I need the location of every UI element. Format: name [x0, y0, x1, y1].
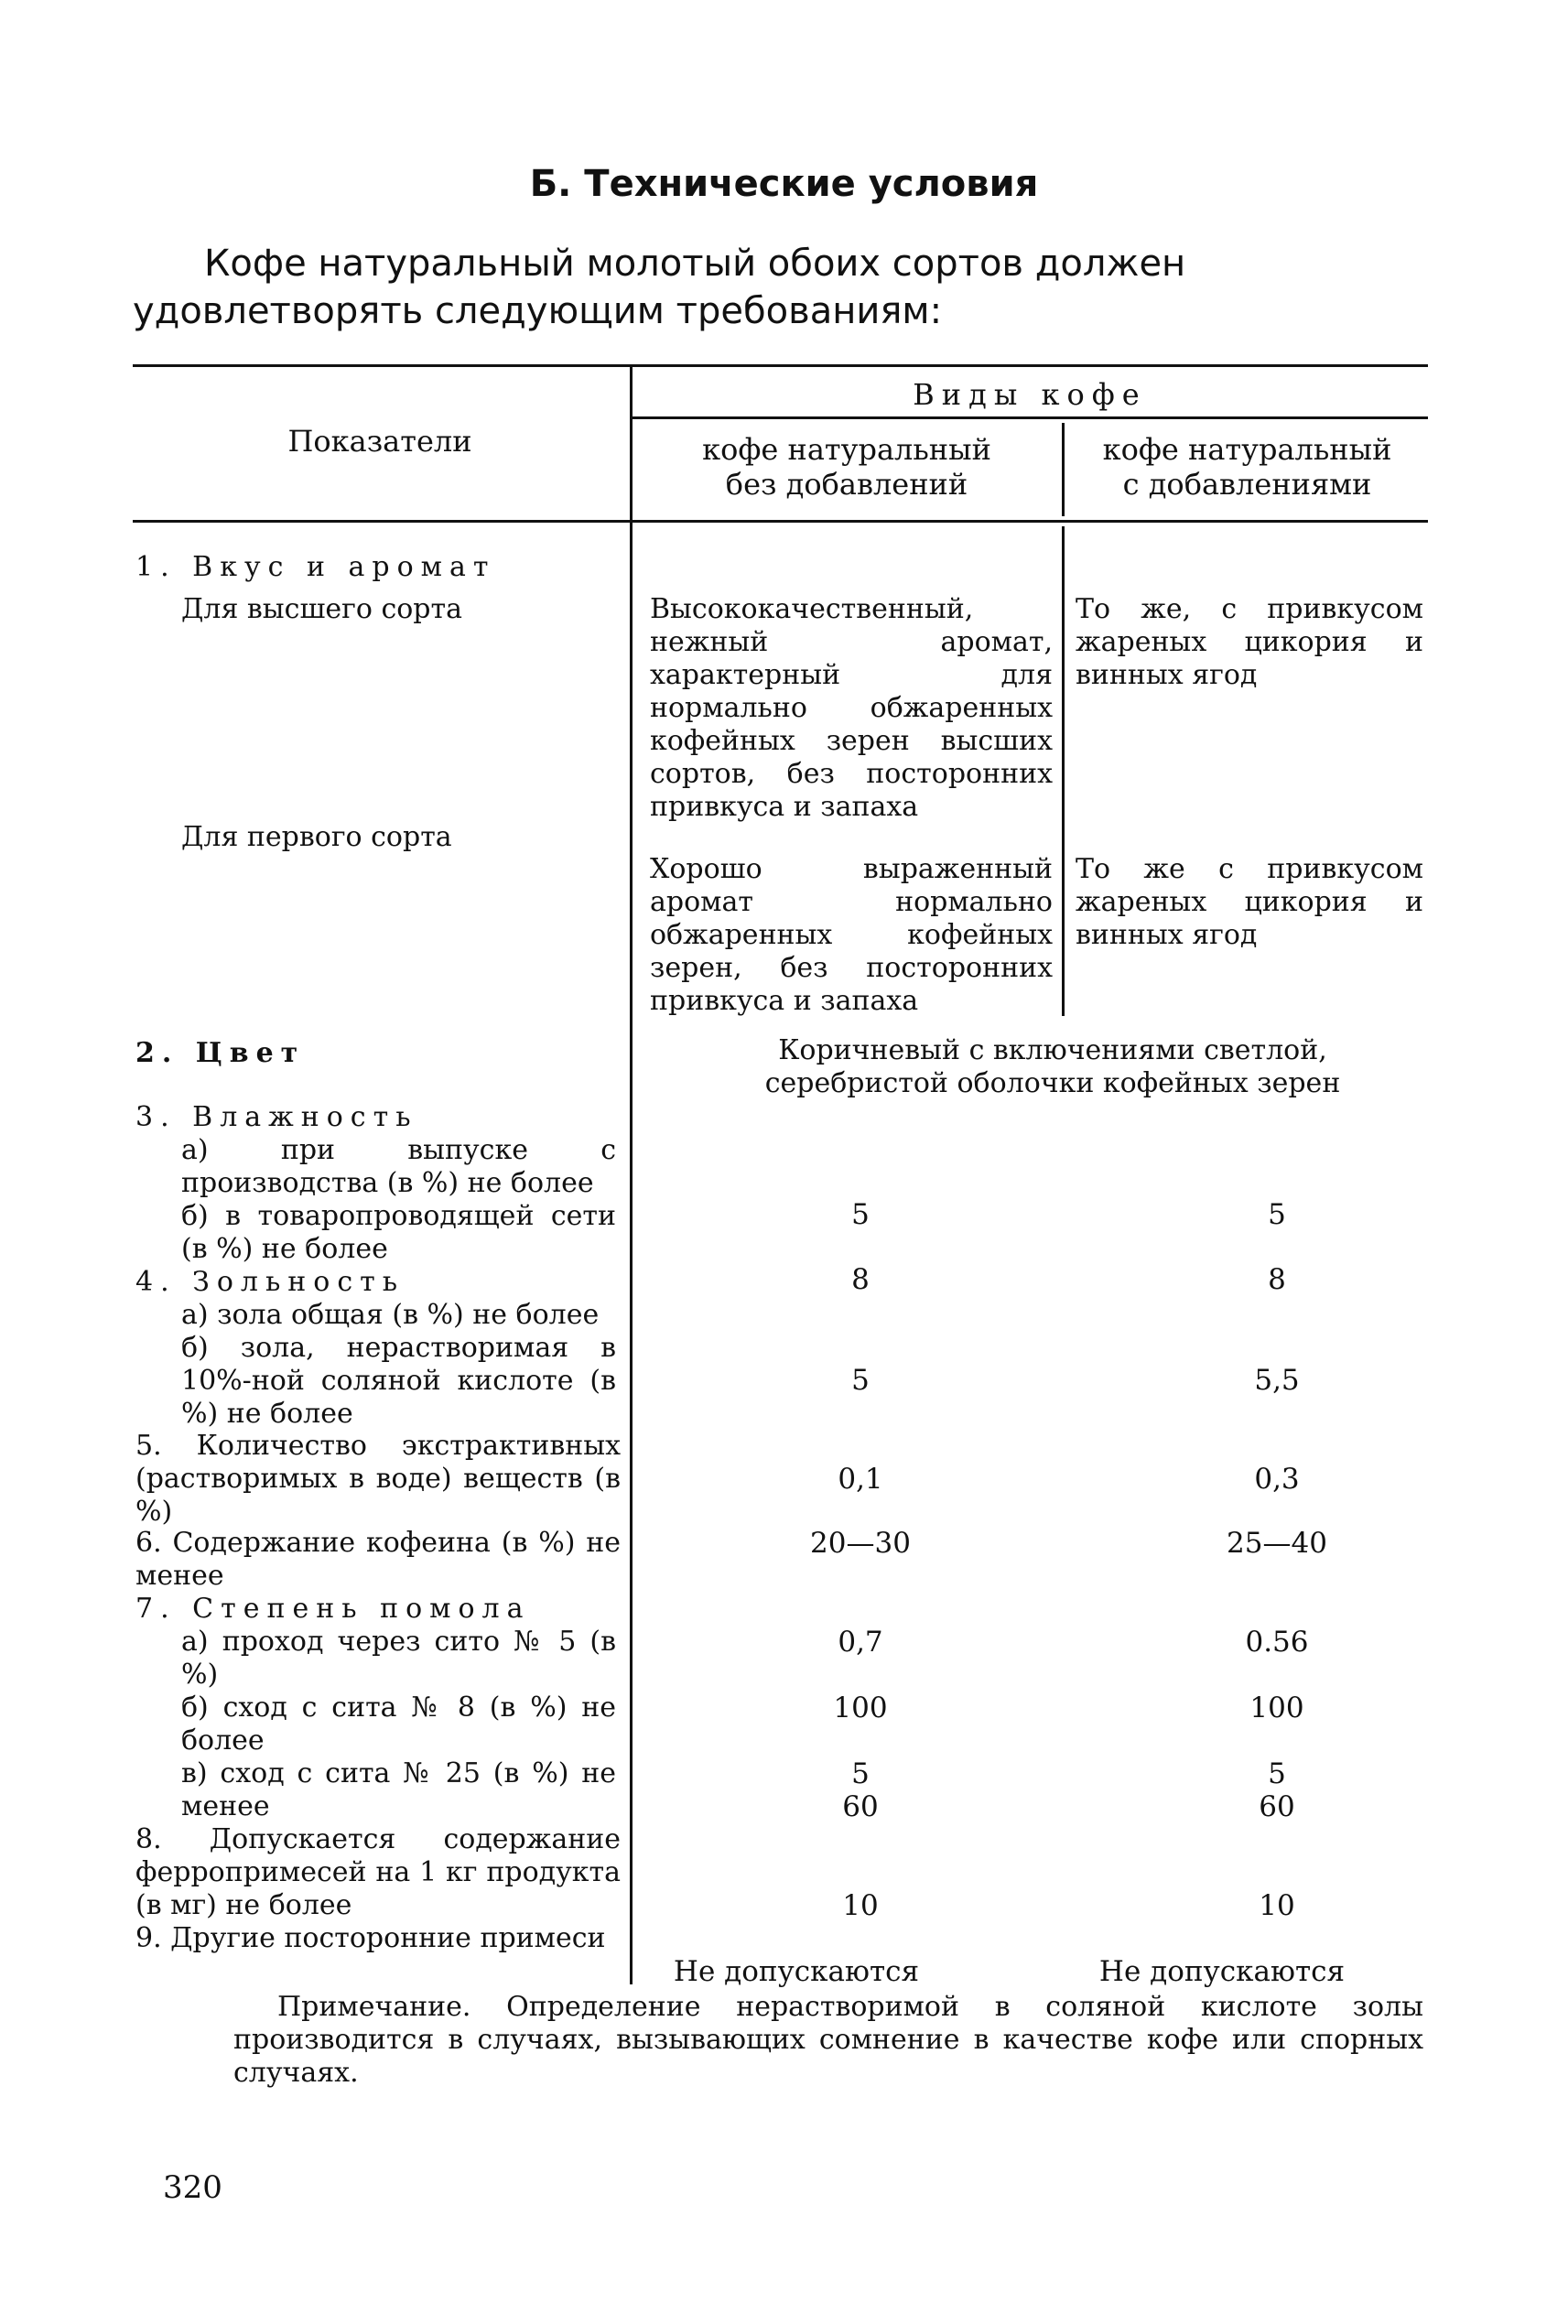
- row1-first-col2: То же с привкусом жареных цикория и винных ягод: [1076, 853, 1423, 951]
- row7-c-label: в) сход с сита № 25 (в %) не менее: [181, 1757, 616, 1822]
- row5-label: 5. Количество экстрактивных (растворимых в воде) веществ (в %): [135, 1430, 621, 1528]
- row4-title: 4. Зольность: [135, 1266, 406, 1298]
- intro-paragraph: Кофе натуральный молотый обоих сортов должен удовлетворять следующим требованиям:: [133, 243, 1186, 332]
- row7-a-col2: 0.56: [1245, 1626, 1309, 1659]
- section-title: Б. Технические условия: [529, 163, 1039, 205]
- row7-c-col2-b: 60: [1259, 1790, 1295, 1823]
- row7-c-col1-b: 60: [842, 1790, 879, 1823]
- row4-b-label: б) зола, нерастворимая в 10%-ной соляной кислоте (в %) не более: [181, 1332, 616, 1430]
- header-indicators: Показатели: [287, 424, 472, 459]
- row7-a-label: а) проход через сито № 5 (в %): [181, 1626, 616, 1691]
- row7-b-col2: 100: [1249, 1692, 1304, 1724]
- row1-premium-col1: Высококачественный, нежный аромат, характерный для нормально обжаренных кофейных зерен высших сортов, без посторонних привкуса и запаха: [650, 593, 1053, 823]
- row6-label: 6. Содержание кофеина (в %) не менее: [135, 1527, 621, 1592]
- page-number: 320: [163, 2169, 222, 2206]
- table-divider-main: [630, 364, 633, 1984]
- row4-b-col2: 5,5: [1254, 1364, 1300, 1397]
- row4-a-col1: 8: [851, 1263, 870, 1296]
- row8-label: 8. Допускается содержание ферропримесей на 1 кг продукта (в мг) не более: [135, 1823, 621, 1921]
- row7-b-col1: 100: [833, 1692, 888, 1724]
- row5-col2: 0,3: [1254, 1463, 1300, 1496]
- group-header-rule: [632, 416, 1428, 419]
- row5-col1: 0,1: [838, 1463, 883, 1496]
- row4-a-col2: 8: [1268, 1263, 1286, 1296]
- table-divider-flavor: [1062, 526, 1065, 1016]
- row7-a-col1: 0,7: [838, 1626, 883, 1659]
- row2-title: 2. Цвет: [135, 1037, 306, 1069]
- header-col1-line1: кофе натуральный: [702, 432, 991, 467]
- row7-b-label: б) сход с сита № 8 (в %) не более: [181, 1692, 616, 1757]
- header-col2: [1066, 432, 1428, 502]
- row1-premium-col2: То же, с привкусом жареных цикория и винных ягод: [1076, 593, 1423, 691]
- row9-label: 9. Другие посторонние примеси: [135, 1922, 606, 1954]
- row3-title: 3. Влажность: [135, 1101, 418, 1133]
- row9-col1: Не допускаются: [673, 1955, 920, 1988]
- row8-col2: 10: [1259, 1889, 1295, 1922]
- row6-col2: 25—40: [1227, 1527, 1327, 1560]
- row3-b-label: б) в товаропроводящей сети (в %) не более: [181, 1200, 616, 1265]
- row7-title: 7. Степень помола: [135, 1593, 531, 1625]
- row9-col2: Не допускаются: [1098, 1955, 1346, 1988]
- row6-col1: 20—30: [810, 1527, 911, 1560]
- row1-title: 1. Вкус и аромат: [135, 551, 496, 583]
- row1-premium-label: Для высшего сорта: [181, 593, 462, 625]
- row4-a-label: а) зола общая (в %) не более: [181, 1299, 600, 1331]
- row3-a-col2: 5: [1268, 1198, 1286, 1231]
- row3-a-label: а) при выпуске с производства (в %) не более: [181, 1134, 616, 1199]
- table-note: Примечание. Определение нерастворимой в соляной кислоте золы производится в случаях, вызывающих сомнение в качестве кофе или спорных случаях.: [233, 1991, 1423, 2089]
- row7-c-col2-a: 5: [1268, 1757, 1286, 1790]
- header-col2-line2: с добавлениями: [1122, 467, 1372, 502]
- row7-c-col1-a: 5: [851, 1757, 870, 1790]
- header-col1-line2: без добавлений: [725, 467, 968, 502]
- row1-first-label: Для первого сорта: [181, 821, 452, 853]
- header-col2-line1: кофе натуральный: [1102, 432, 1392, 467]
- row8-col1: 10: [842, 1889, 879, 1922]
- header-bottom-rule: [133, 520, 1428, 523]
- table-top-rule: [133, 364, 1428, 367]
- header-col1: [636, 432, 1057, 502]
- row2-color-value: Коричневый с включениями светлой, серебристой оболочки кофейных зерен: [764, 1034, 1341, 1099]
- header-divider-columns: [1062, 423, 1065, 516]
- row4-b-col1: 5: [851, 1364, 870, 1397]
- row1-first-col1: Хорошо выраженный аромат нормально обжаренных кофейных зерен, без посторонних привкуса и запаха: [650, 853, 1053, 1017]
- header-coffee-types: Виды кофе: [913, 377, 1147, 412]
- row3-a-col1: 5: [851, 1198, 870, 1231]
